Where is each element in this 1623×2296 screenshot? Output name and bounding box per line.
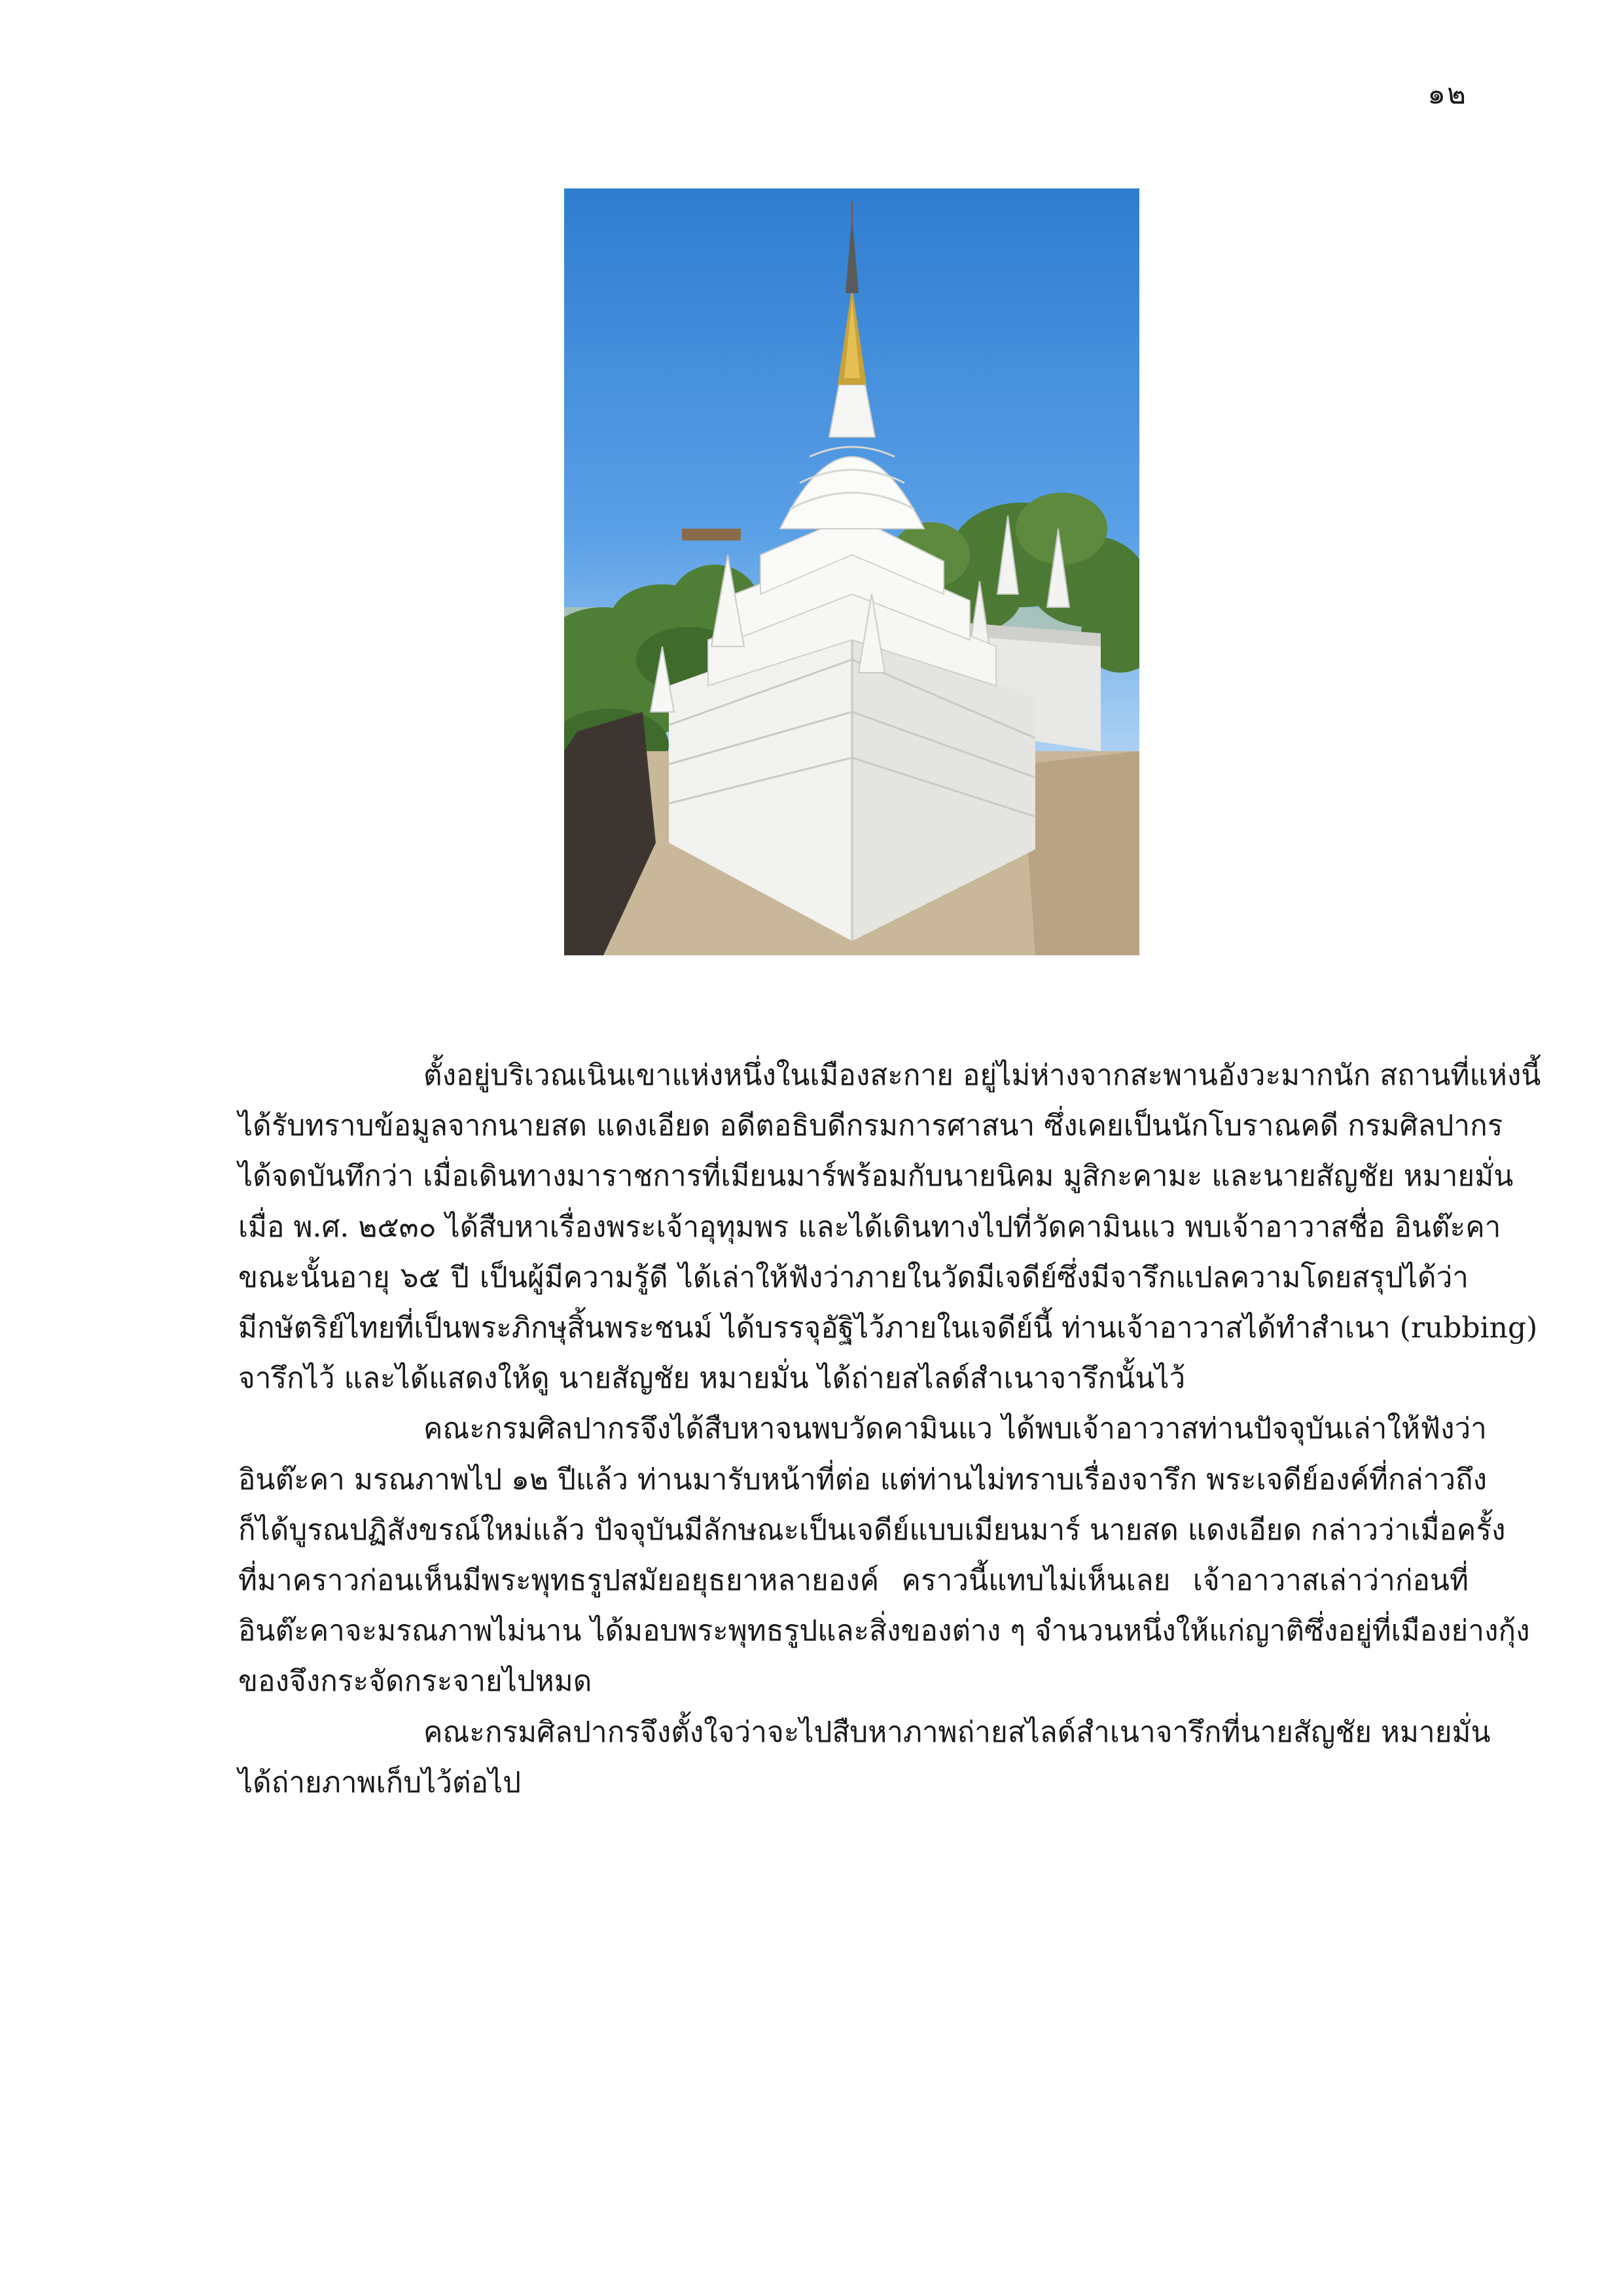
chedi-illustration xyxy=(564,188,1139,955)
text-line: อินต๊ะคา มรณภาพไป ๑๒ ปีแล้ว ท่านมารับหน้าที่ต่อ แต่ท่านไม่ทราบเรื่องจารึก พระเจดีย์องค์ที่กล่าวถึง xyxy=(238,1462,1488,1496)
text-line: ของจึงกระจัดกระจายไปหมด xyxy=(238,1665,592,1699)
text-line: คณะกรมศิลปากรจึงได้สืบหาจนพบวัดคามินแว ได้พบเจ้าอาวาสท่านปัจจุบันเล่าให้ฟังว่า xyxy=(423,1412,1487,1446)
text-line: จารึกไว้ และได้แสดงให้ดู นายสัญชัย หมายมั่น ได้ถ่ายสไลด์สำเนาจารึกนั้นไว้ xyxy=(238,1362,1186,1396)
text-line: ตั้งอยู่บริเวณเนินเขาแห่งหนึ่งในเมืองสะกาย อยู่ไม่ห่างจากสะพานอังวะมากนัก สถานที่แห่งนี้ xyxy=(423,1059,1541,1092)
paragraph-3 xyxy=(238,1707,1491,1808)
text-line: อินต๊ะคาจะมรณภาพไม่นาน ได้มอบพระพุทธรูปและสิ่งของต่าง ๆ จำนวนหนึ่งให้แก่ญาติซึ่งอยู่ที่เมืองย่างกุ้ง xyxy=(238,1614,1530,1648)
paragraph-1 xyxy=(238,1050,1541,1404)
page-number: ๑๒ xyxy=(1427,77,1467,111)
text-line: คณะกรมศิลปากรจึงตั้งใจว่าจะไปสืบหาภาพถ่ายสไลด์สำเนาจารึกที่นายสัญชัย หมายมั่น xyxy=(423,1715,1491,1749)
text-line: มีกษัตริย์ไทยที่เป็นพระภิกษุสิ้นพระชนม์ ได้บรรจุอัฐิไว้ภายในเจดีย์นี้ ท่านเจ้าอาวาสได้ทำสำเนา (rubbing) xyxy=(238,1311,1538,1345)
text-line: เมื่อ พ.ศ. ๒๕๓๐ ได้สืบหาเรื่องพระเจ้าอุทุมพร และได้เดินทางไปที่วัดคามินแว พบเจ้าอาวาสชื่อ อินต๊ะคา xyxy=(238,1210,1501,1244)
chedi-photo xyxy=(564,188,1139,955)
paragraph-2 xyxy=(238,1404,1530,1706)
text-line: ได้รับทราบข้อมูลจากนายสด แดงเอียด อดีตอธิบดีกรมการศาสนา ซึ่งเคยเป็นนักโบราณคดี กรมศิลปากร xyxy=(238,1109,1503,1143)
text-line: ที่มาคราวก่อนเห็นมีพระพุทธรูปสมัยอยุธยาหลายองค์ คราวนี้แทบไม่เห็นเลย เจ้าอาวาสเล่าว่าก่อนที่ xyxy=(238,1564,1469,1598)
text-line: ก็ได้บูรณปฏิสังขรณ์ใหม่แล้ว ปัจจุบันมีลักษณะเป็นเจดีย์แบบเมียนมาร์ นายสด แดงเอียด กล่าวว่าเมื่อครั้ง xyxy=(238,1513,1506,1547)
text-line: ได้จดบันทึกว่า เมื่อเดินทางมาราชการที่เมียนมาร์พร้อมกับนายนิคม มูสิกะคามะ และนายสัญชัย หมายมั่น xyxy=(238,1159,1514,1193)
body-text xyxy=(238,1050,1541,1808)
text-line: ได้ถ่ายภาพเก็บไว้ต่อไป xyxy=(238,1765,522,1799)
text-line: ขณะนั้นอายุ ๖๕ ปี เป็นผู้มีความรู้ดี ได้เล่าให้ฟังว่าภายในวัดมีเจดีย์ซึ่งมีจารึกแปลความโดยสรุปได้ว่า xyxy=(238,1260,1469,1294)
